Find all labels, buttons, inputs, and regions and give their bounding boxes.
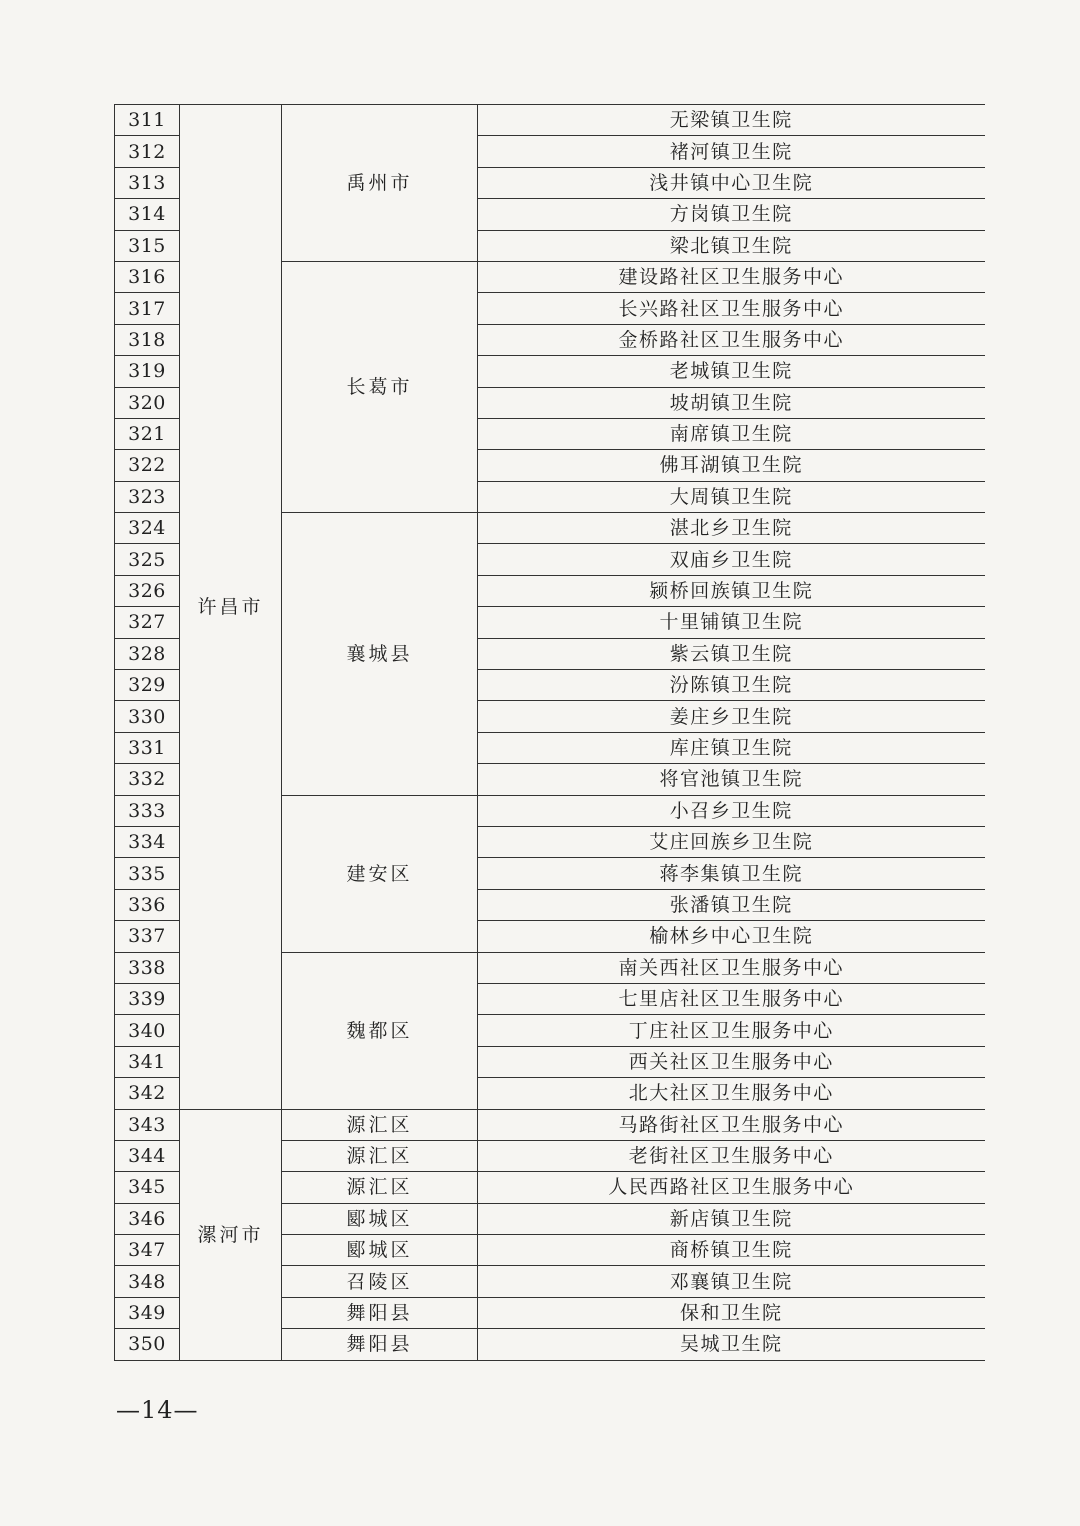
row-number: 311 [115,105,180,136]
row-number: 323 [115,481,180,512]
row-number: 333 [115,795,180,826]
row-number: 335 [115,858,180,889]
county-cell: 舞阳县 [282,1297,478,1328]
row-number: 320 [115,387,180,418]
institution-name: 无梁镇卫生院 [478,105,985,136]
hospital-list-table [114,104,985,1361]
row-number: 342 [115,1078,180,1109]
institution-name: 紫云镇卫生院 [478,638,985,669]
row-number: 316 [115,261,180,292]
city-cell: 漯河市 [180,1109,282,1360]
county-cell: 郾城区 [282,1203,478,1234]
institution-name: 老城镇卫生院 [478,356,985,387]
institution-name: 蒋李集镇卫生院 [478,858,985,889]
row-number: 329 [115,670,180,701]
institution-name: 南席镇卫生院 [478,418,985,449]
institution-name: 商桥镇卫生院 [478,1235,985,1266]
row-number: 345 [115,1172,180,1203]
county-cell: 郾城区 [282,1235,478,1266]
institution-name: 湛北乡卫生院 [478,513,985,544]
row-number: 332 [115,764,180,795]
row-number: 347 [115,1235,180,1266]
institution-name: 艾庄回族乡卫生院 [478,826,985,857]
institution-name: 北大社区卫生服务中心 [478,1078,985,1109]
row-number: 313 [115,167,180,198]
institution-name: 张潘镇卫生院 [478,889,985,920]
institution-name: 姜庄乡卫生院 [478,701,985,732]
institution-name: 库庄镇卫生院 [478,732,985,763]
row-number: 331 [115,732,180,763]
row-number: 328 [115,638,180,669]
row-number: 330 [115,701,180,732]
institution-name: 长兴路社区卫生服务中心 [478,293,985,324]
row-number: 314 [115,199,180,230]
institution-name: 老街社区卫生服务中心 [478,1140,985,1171]
institution-name: 人民西路社区卫生服务中心 [478,1172,985,1203]
institution-name: 保和卫生院 [478,1297,985,1328]
institution-name: 南关西社区卫生服务中心 [478,952,985,983]
institution-name: 将官池镇卫生院 [478,764,985,795]
institution-name: 颍桥回族镇卫生院 [478,575,985,606]
row-number: 327 [115,607,180,638]
county-cell: 建安区 [282,795,478,952]
county-cell: 召陵区 [282,1266,478,1297]
row-number: 319 [115,356,180,387]
institution-name: 榆林乡中心卫生院 [478,921,985,952]
row-number: 340 [115,1015,180,1046]
institution-name: 佛耳湖镇卫生院 [478,450,985,481]
institution-name: 梁北镇卫生院 [478,230,985,261]
row-number: 322 [115,450,180,481]
institution-name: 新店镇卫生院 [478,1203,985,1234]
institution-name: 小召乡卫生院 [478,795,985,826]
institution-name: 褚河镇卫生院 [478,136,985,167]
institution-name: 邓襄镇卫生院 [478,1266,985,1297]
table-body [115,105,985,1361]
institution-name: 金桥路社区卫生服务中心 [478,324,985,355]
row-number: 343 [115,1109,180,1140]
institution-name: 丁庄社区卫生服务中心 [478,1015,985,1046]
row-number: 346 [115,1203,180,1234]
institution-name: 十里铺镇卫生院 [478,607,985,638]
institution-name: 西关社区卫生服务中心 [478,1046,985,1077]
row-number: 324 [115,513,180,544]
institution-name: 坡胡镇卫生院 [478,387,985,418]
row-number: 349 [115,1297,180,1328]
county-cell: 魏都区 [282,952,478,1109]
row-number: 339 [115,983,180,1014]
row-number: 326 [115,575,180,606]
institution-name: 大周镇卫生院 [478,481,985,512]
row-number: 336 [115,889,180,920]
institution-name: 浅井镇中心卫生院 [478,167,985,198]
page-number: —14— [116,1396,199,1424]
institution-name: 吴城卫生院 [478,1329,985,1360]
row-number: 350 [115,1329,180,1360]
row-number: 344 [115,1140,180,1171]
row-number: 312 [115,136,180,167]
county-cell: 源汇区 [282,1109,478,1140]
row-number: 337 [115,921,180,952]
city-cell: 许昌市 [180,105,282,1110]
row-number: 318 [115,324,180,355]
row-number: 315 [115,230,180,261]
county-cell: 舞阳县 [282,1329,478,1360]
county-cell: 源汇区 [282,1172,478,1203]
row-number: 334 [115,826,180,857]
row-number: 317 [115,293,180,324]
institution-name: 七里店社区卫生服务中心 [478,983,985,1014]
table-row [115,105,985,136]
county-cell: 禹州市 [282,105,478,262]
institution-name: 双庙乡卫生院 [478,544,985,575]
row-number: 321 [115,418,180,449]
table-row [115,1109,985,1140]
county-cell: 源汇区 [282,1140,478,1171]
institution-name: 建设路社区卫生服务中心 [478,261,985,292]
row-number: 325 [115,544,180,575]
county-cell: 襄城县 [282,513,478,796]
row-number: 348 [115,1266,180,1297]
institution-name: 方岗镇卫生院 [478,199,985,230]
institution-name: 汾陈镇卫生院 [478,670,985,701]
row-number: 338 [115,952,180,983]
row-number: 341 [115,1046,180,1077]
institution-name: 马路街社区卫生服务中心 [478,1109,985,1140]
county-cell: 长葛市 [282,261,478,512]
